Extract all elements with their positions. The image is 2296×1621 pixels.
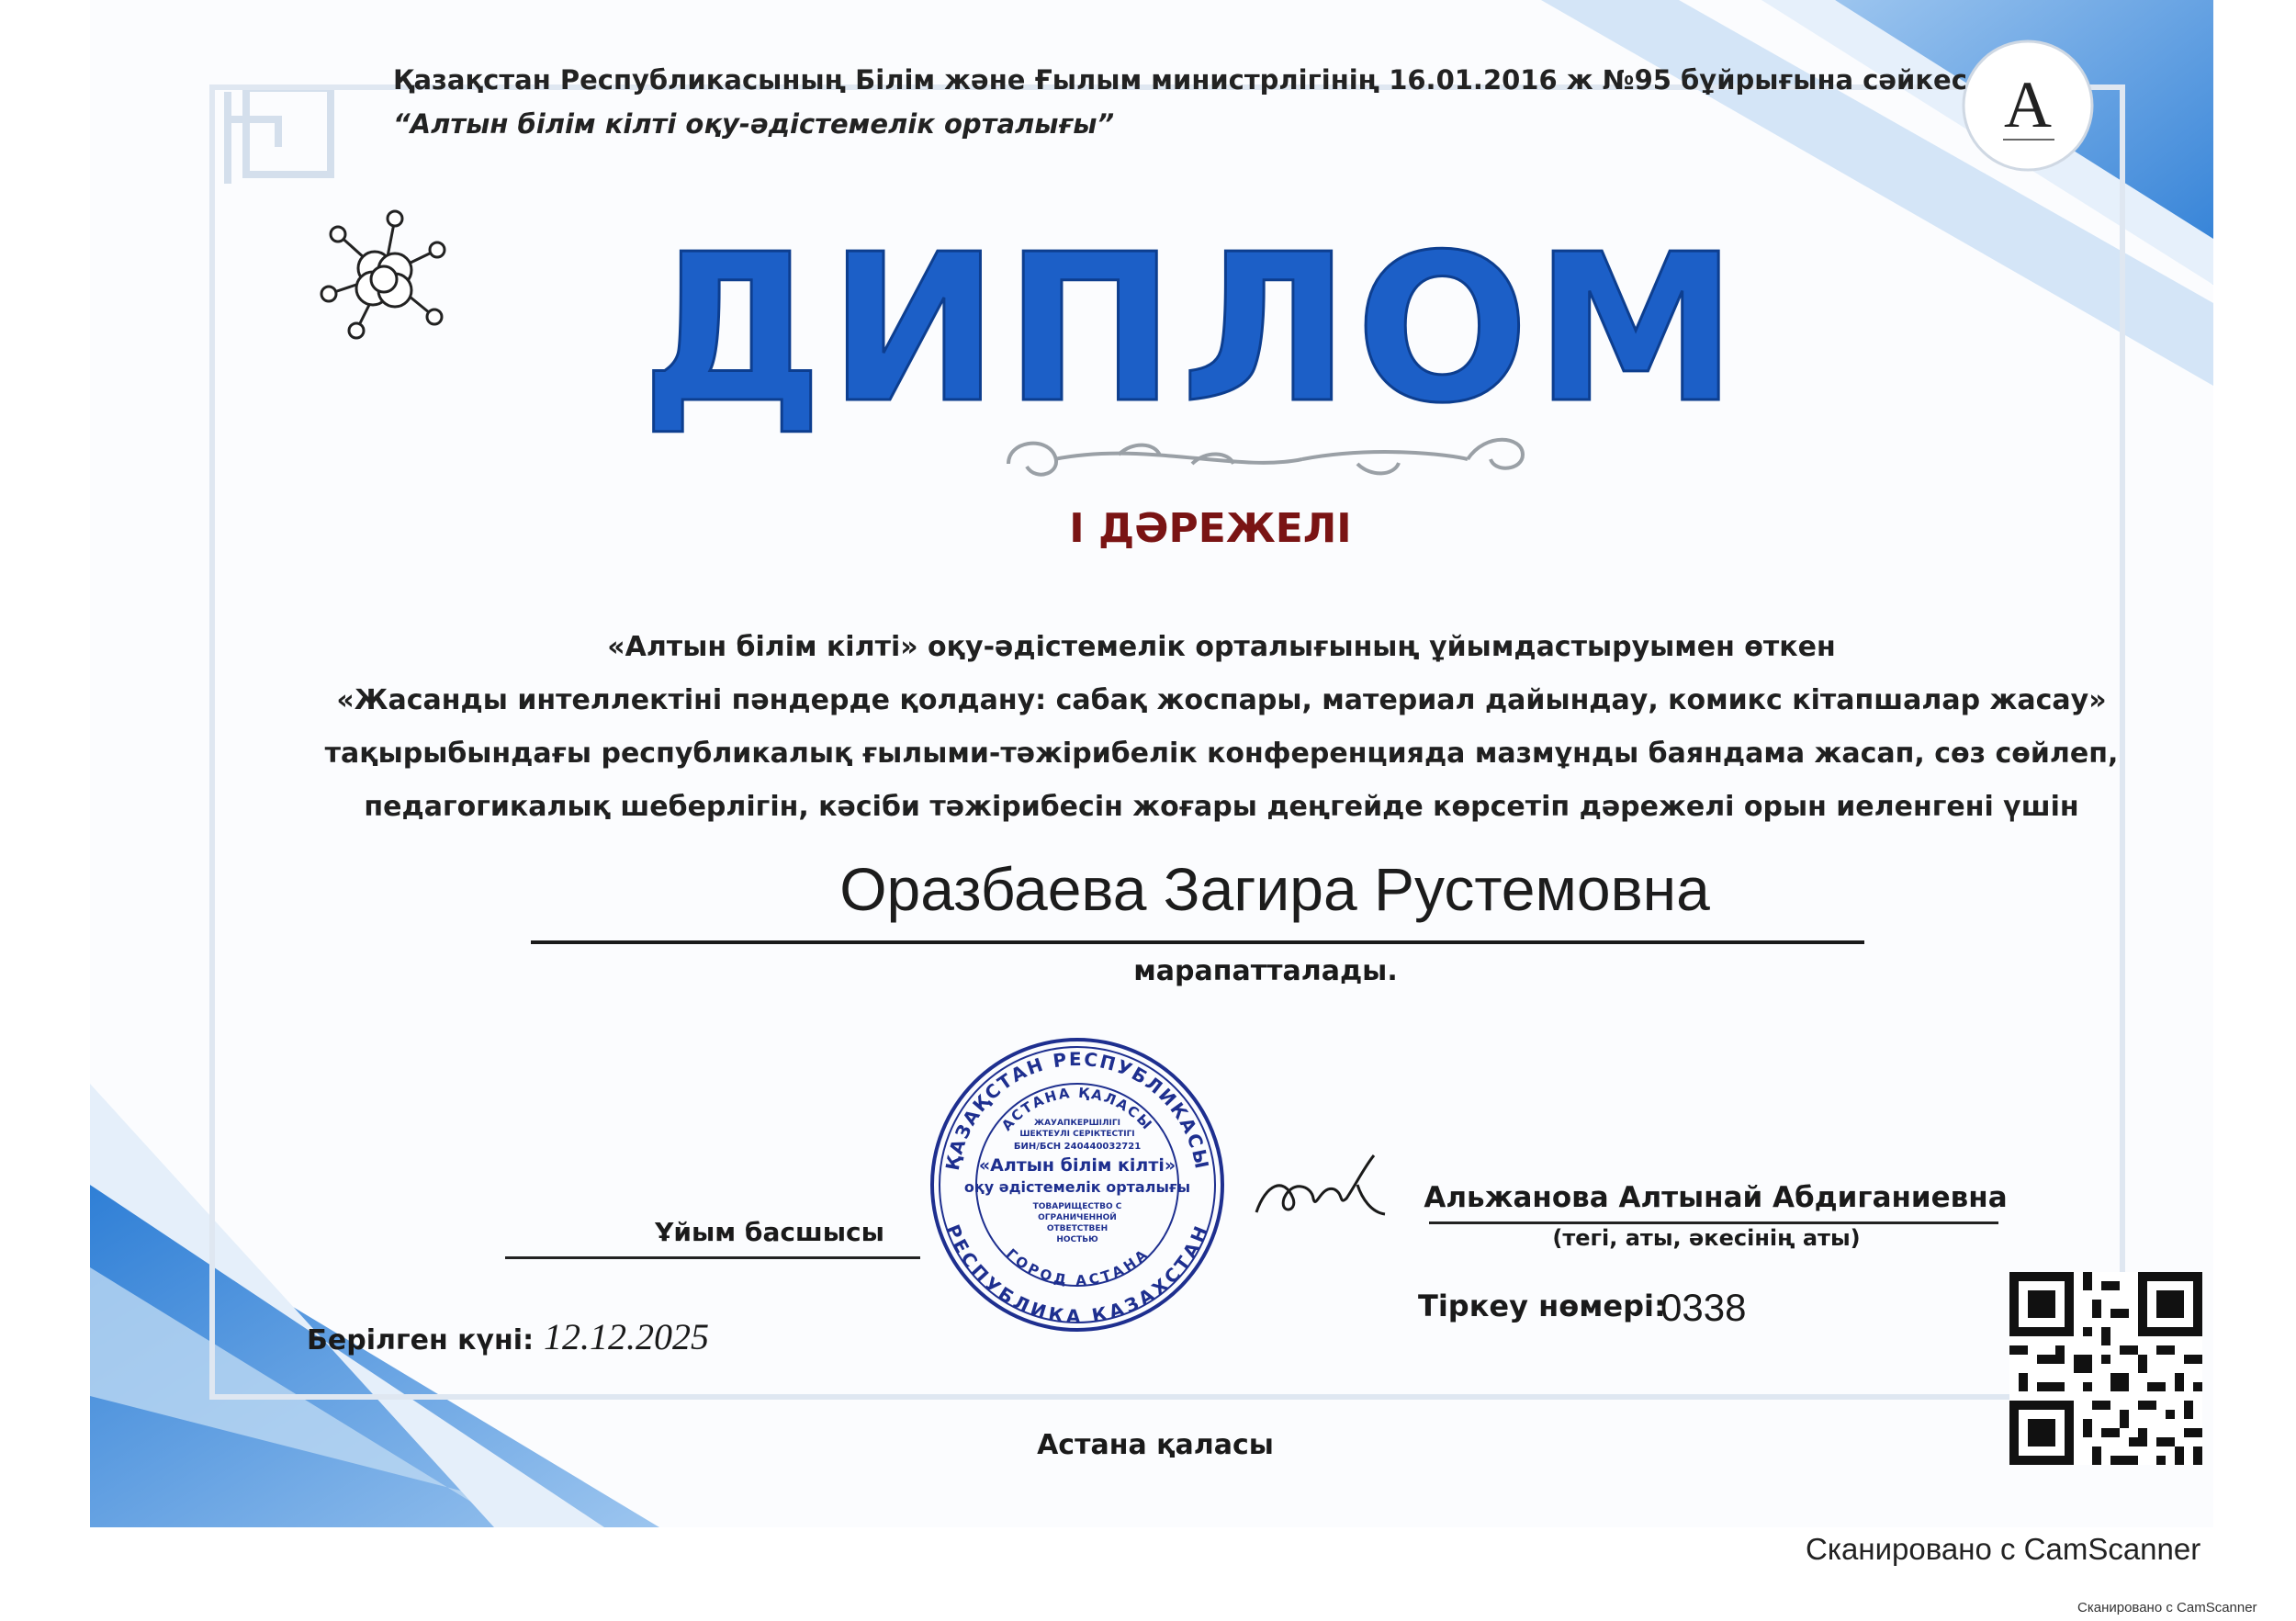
head-of-organization-label: Ұйым басшысы [655, 1217, 884, 1247]
stamp-line: «Алтын білім кілті» [978, 1155, 1176, 1176]
handwritten-signature [1247, 1148, 1394, 1231]
signer-name: Альжанова Алтынай Абдиганиевна [1424, 1181, 2008, 1214]
logo-letter: A [2004, 68, 2052, 141]
stamp-inner-bottom: ГОРОД АСТАНА [1003, 1245, 1152, 1289]
diploma-sheet [90, 0, 2213, 1527]
official-stamp [921, 1029, 1233, 1341]
center-logo [1959, 37, 2097, 174]
scanner-watermark: Сканировано с CamScanner [1806, 1532, 2201, 1566]
stamp-inner-top: АСТАНА ҚАЛАСЫ [997, 1084, 1156, 1134]
issued-date-label: Берілген күні: [307, 1324, 535, 1356]
award-text-line: педагогикалық шеберлігін, кәсіби тәжірибесін жоғары деңгейде көрсетіп дәрежелі орын иеленгені үшін [364, 791, 2079, 823]
head-signature-line [505, 1256, 920, 1259]
awarded-text: марапатталады. [1133, 955, 1398, 987]
signer-caption: (тегі, аты, әкесінің аты) [1552, 1225, 1861, 1251]
scanner-watermark-small: Сканировано с CamScanner [2077, 1600, 2257, 1615]
qr-code-icon [2009, 1272, 2202, 1465]
stamp-line: ОТВЕТСТВЕН [1046, 1224, 1109, 1233]
svg-text:ГОРОД АСТАНА [1003, 1245, 1152, 1289]
registration-label: Тіркеу нөмері: [1418, 1289, 1666, 1323]
issuer-header: Қазақстан Республикасының Білім және Ғылым министрлігінің 16.01.2016 ж №95 бұйрығына сәйкес [393, 64, 1967, 96]
stamp-line: НОСТЬЮ [1056, 1235, 1098, 1244]
stamp-line: ТОВАРИЩЕСТВО С [1032, 1202, 1122, 1211]
stamp-outer-top: ҚАЗАҚСТАН РЕСПУБЛИКАСЫ [940, 1047, 1214, 1173]
award-text-line: тақырыбындағы республикалық ғылыми-тәжірибелік конференцияда мазмұнды баяндама жасап, сөз сөйлеп, [324, 737, 2119, 770]
award-text-line: «Алтын білім кілті» оқу-әдістемелік орталығының ұйымдастыруымен өткен [607, 631, 1836, 663]
registration-number: 0338 [1660, 1286, 1747, 1329]
stamp-line: ОГРАНИЧЕННОЙ [1038, 1213, 1117, 1222]
degree-label: І ДӘРЕЖЕЛІ [1069, 505, 1352, 552]
stamp-outer-bottom: РЕСПУБЛИКА КАЗАХСТАН [941, 1221, 1213, 1328]
stamp-line: ЖАУАПКЕРШІЛІГІ [1034, 1119, 1120, 1128]
issue-city: Астана қаласы [1037, 1429, 1274, 1461]
stamp-line: БИН/БСН 240440032721 [1013, 1142, 1142, 1152]
award-text-line: «Жасанды интеллектіні пәндерде қолдану: сабақ жоспары, материал дайындау, комикс кітапшалар жасау» [336, 684, 2107, 716]
recipient-name: Оразбаева Загира Рустемовна [839, 855, 1710, 923]
diploma-title: ДИПЛОМ [641, 211, 1743, 448]
signer-underline [1429, 1221, 1998, 1224]
stamp-line: оқу әдістемелік орталығы [963, 1178, 1191, 1196]
recipient-underline [531, 940, 1864, 944]
issued-date: 12.12.2025 [544, 1316, 709, 1357]
award-text [303, 621, 2140, 834]
stamp-line: ШЕКТЕУЛІ СЕРІКТЕСТІГІ [1019, 1130, 1135, 1139]
issuer-name: “Алтын білім кілті оқу-әдістемелік орталығы” [393, 108, 1115, 140]
